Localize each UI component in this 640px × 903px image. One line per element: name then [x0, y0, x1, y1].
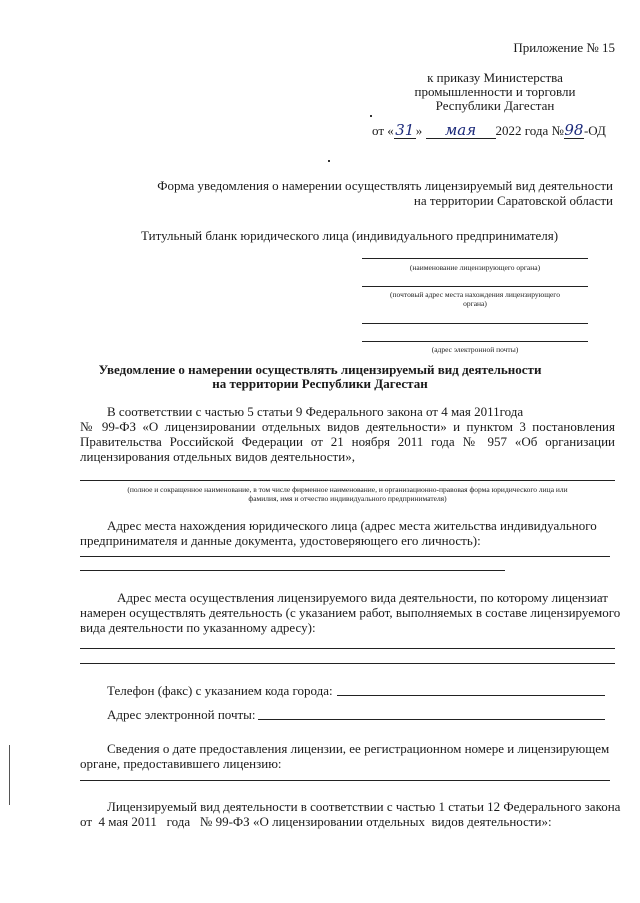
date-number: 98	[564, 121, 584, 139]
para1-line-1: В соответствии с частью 5 статьи 9 Федерального закона от 4 мая 2011года	[107, 404, 524, 419]
activity-address-field-2[interactable]	[80, 663, 615, 664]
para1-line-3: Правительства Российской Федерации от 21 ноября 2011 года № 957 «Об организации	[80, 434, 615, 449]
para1-line-4: лицензирования отдельных видов деятельности»,	[80, 449, 355, 464]
activity-address-field-1[interactable]	[80, 648, 615, 649]
date-year: 2022 года №	[495, 123, 564, 138]
address-line-1[interactable]	[80, 556, 610, 557]
license-para-line-2: органе, предоставившего лицензию:	[80, 756, 282, 771]
address-para-line-2: предпринимателя и данные документа, удостоверяющего его личность):	[80, 533, 481, 548]
activity-para-line-2: от 4 мая 2011 года № 99-ФЗ «О лицензировании отдельных видов деятельности»:	[80, 814, 552, 829]
activity-para-line-1: Лицензируемый вид деятельности в соответствии с частью 1 статьи 12 Федерального закона	[107, 799, 621, 814]
name-caption-1: (полное и сокращенное наименование, в том числе фирменное наименование, и организационно-правовая форма юридического лица или	[127, 485, 568, 494]
order-line-2: промышленности и торговли	[414, 84, 576, 99]
address-para-line-1: Адрес места нахождения юридического лица (адрес места жительства индивидуального	[107, 518, 597, 533]
postal-caption-1: (почтовый адрес места нахождения лицензирующего	[390, 290, 560, 299]
order-line-3: Республики Дагестан	[435, 98, 555, 113]
authority-line[interactable]	[362, 258, 588, 259]
form-title-line-1: Форма уведомления о намерении осуществлять лицензируемый вид деятельности	[157, 178, 613, 193]
scan-dot-2	[328, 160, 330, 162]
date-prefix: от «	[372, 123, 394, 138]
notice-title-line-2: на территории Республики Дагестан	[212, 376, 428, 391]
postal-address-line-2[interactable]	[362, 323, 588, 324]
notice-title-line-1: Уведомление о намерении осуществлять лицензируемый вид деятельности	[98, 362, 542, 377]
email-line[interactable]	[362, 341, 588, 342]
activity-address-line-3: вида деятельности по указанному адресу):	[80, 620, 316, 635]
postal-caption-2: органа)	[463, 299, 487, 308]
authority-caption: (наименование лицензирующего органа)	[409, 263, 541, 272]
date-suffix: -ОД	[583, 123, 606, 138]
scan-dot	[370, 115, 372, 117]
para1-line-2: № 99-ФЗ «О лицензировании отдельных видов деятельности» и пунктом 3 постановления	[80, 419, 615, 434]
date-month: мая	[426, 123, 496, 139]
phone-label: Телефон (факс) с указанием кода города:	[107, 683, 333, 698]
scan-margin-mark	[9, 745, 10, 805]
form-title-line-2: на территории Саратовской области	[413, 193, 613, 208]
name-caption-2: фамилия, имя и отчество индивидуального предпринимателя)	[248, 494, 447, 503]
email-field[interactable]	[258, 719, 605, 720]
order-date	[372, 123, 622, 143]
order-line-1: к приказу Министерства	[427, 70, 563, 85]
email-caption: (адрес электронной почты)	[431, 345, 519, 354]
address-line-2[interactable]	[80, 570, 505, 571]
email-label: Адрес электронной почты:	[107, 707, 256, 722]
date-mid: »	[415, 123, 423, 138]
appendix-number: Приложение № 15	[513, 40, 615, 55]
license-info-field[interactable]	[80, 780, 610, 781]
activity-address-line-1: Адрес места осуществления лицензируемого вида деятельности, по которому лицензиат	[117, 590, 608, 605]
title-blank: Титульный бланк юридического лица (индивидуального предпринимателя)	[141, 228, 559, 243]
org-name-line[interactable]	[80, 480, 615, 481]
license-para-line-1: Сведения о дате предоставления лицензии, ее регистрационном номере и лицензирующем	[107, 741, 610, 756]
phone-field[interactable]	[337, 695, 605, 696]
postal-address-line[interactable]	[362, 286, 588, 287]
date-day: 31	[395, 121, 415, 139]
activity-address-line-2: намерен осуществлять деятельность (с указанием работ, выполняемых в составе лицензируемого	[80, 605, 621, 620]
